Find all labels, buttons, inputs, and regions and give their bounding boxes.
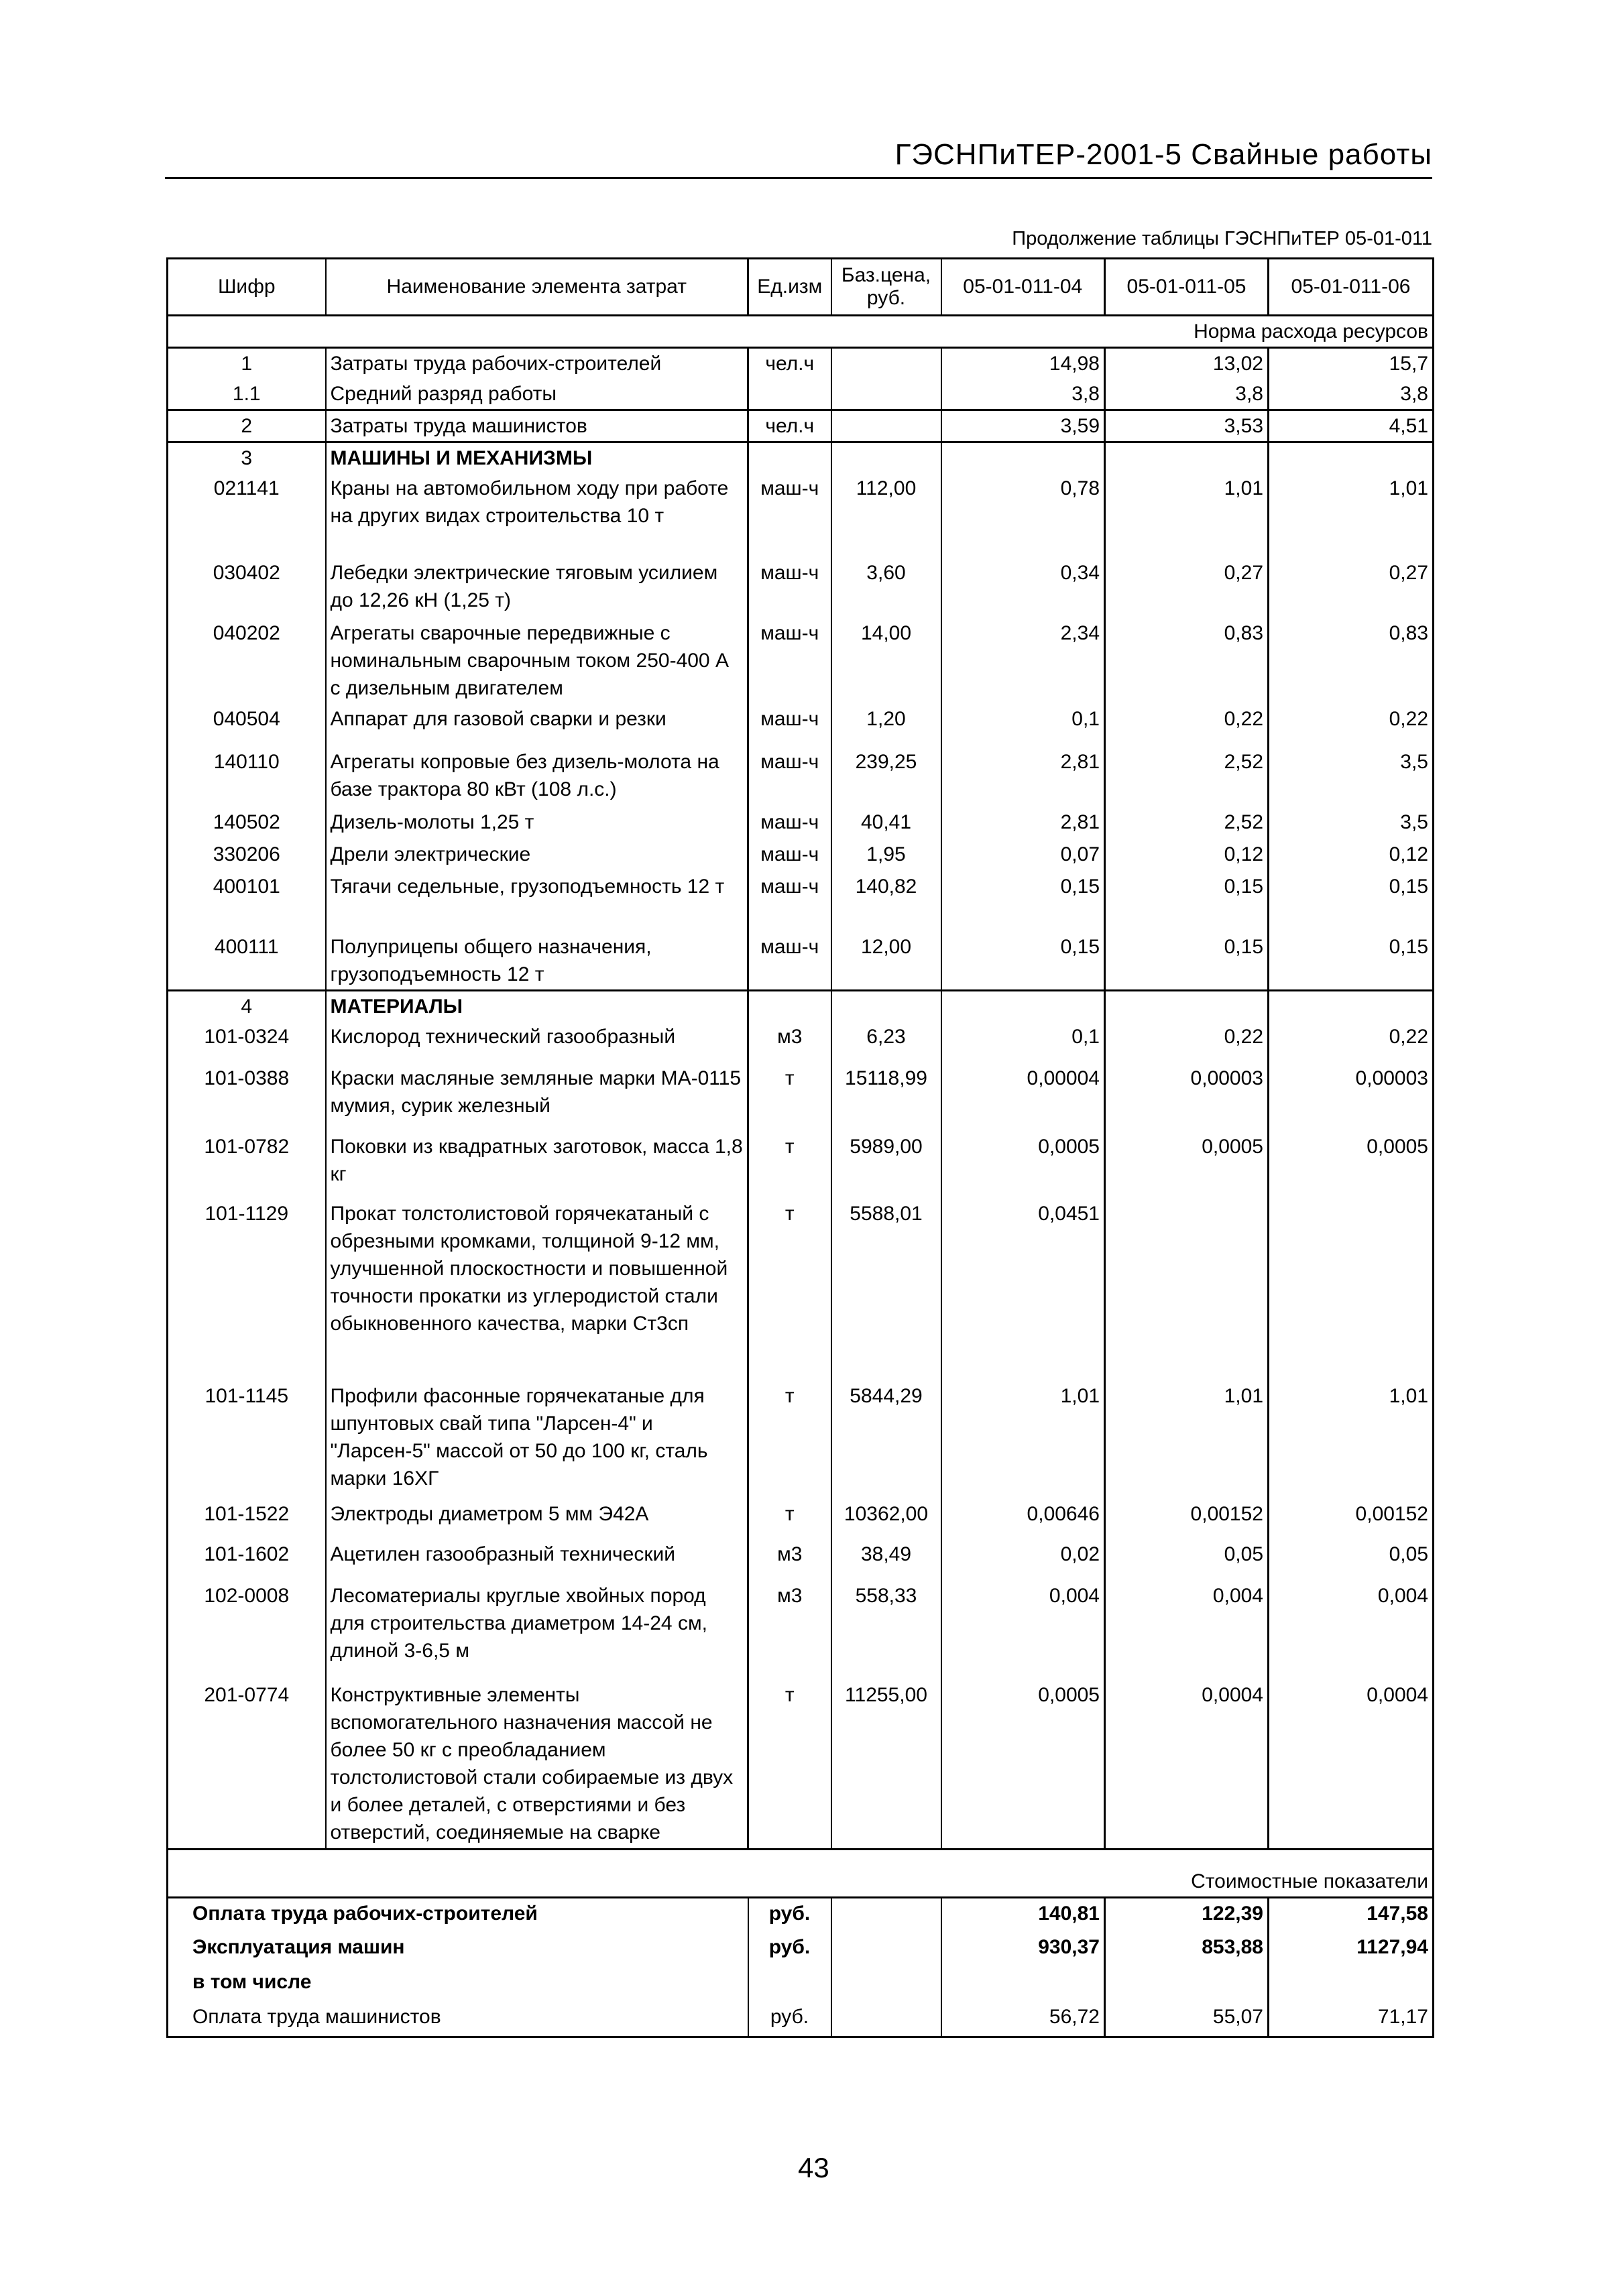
resource-code: 101-0324	[168, 1022, 326, 1063]
resource-name: Поковки из квадратных заготовок, масса 1,8 кг	[326, 1132, 748, 1199]
cost-value-04: 930,37	[941, 1932, 1105, 1967]
col-header-code: Шифр	[168, 259, 326, 316]
norm-value-04: 3,59	[941, 410, 1105, 442]
resource-name: Ацетилен газообразный технический	[326, 1539, 748, 1581]
table-header-row	[168, 259, 1434, 316]
norm-value-06: 1,01	[1269, 1381, 1434, 1499]
norm-value-05: 3,8	[1105, 379, 1269, 410]
norm-value-04: 0,78	[941, 473, 1105, 558]
norm-value-05: 13,02	[1105, 348, 1269, 379]
resource-unit: маш-ч	[748, 618, 831, 704]
resource-price: 11255,00	[831, 1680, 941, 1849]
norm-value-06: 0,00003	[1269, 1063, 1434, 1132]
table-row	[168, 932, 1434, 991]
norm-value-04: 1,01	[941, 1381, 1105, 1499]
norm-value-06: 1,01	[1269, 473, 1434, 558]
empty-cell	[831, 442, 941, 474]
norm-value-06: 0,22	[1269, 1022, 1434, 1063]
cost-name: в том числе	[168, 1967, 748, 2002]
table-row	[168, 704, 1434, 747]
resource-unit	[748, 379, 831, 410]
table-row	[168, 1022, 1434, 1063]
cost-label: Стоимостные показатели	[168, 1849, 1434, 1897]
resource-code: 2	[168, 410, 326, 442]
norm-value-06	[1269, 1199, 1434, 1381]
empty-cell	[831, 1932, 941, 1967]
cost-unit: руб.	[748, 2002, 831, 2037]
table-row	[168, 558, 1434, 618]
cost-row	[168, 1897, 1434, 1932]
resource-unit: маш-ч	[748, 747, 831, 807]
resource-code: 400111	[168, 932, 326, 991]
norm-value-05: 1,01	[1105, 473, 1269, 558]
resource-code: 400101	[168, 871, 326, 932]
cost-value-06: 147,58	[1269, 1897, 1434, 1932]
resource-code: 330206	[168, 839, 326, 871]
cost-unit: руб.	[748, 1932, 831, 1967]
resource-unit: м3	[748, 1539, 831, 1581]
resource-code: 1	[168, 348, 326, 379]
empty-cell	[941, 991, 1105, 1022]
resource-name: Полуприцепы общего назначения, грузоподъемность 12 т	[326, 932, 748, 991]
norm-value-05: 1,01	[1105, 1381, 1269, 1499]
resource-price: 1,95	[831, 839, 941, 871]
resource-name: Агрегаты сварочные передвижные с номинальным сварочным током 250-400 А с дизельным двигателем	[326, 618, 748, 704]
resource-unit: маш-ч	[748, 932, 831, 991]
resource-name: Кислород технический газообразный	[326, 1022, 748, 1063]
resource-unit: т	[748, 1680, 831, 1849]
norm-label-row	[168, 316, 1434, 348]
resource-code: 101-0388	[168, 1063, 326, 1132]
col-header-name: Наименование элемента затрат	[326, 259, 748, 316]
resource-code: 040504	[168, 704, 326, 747]
cost-name: Оплата труда машинистов	[168, 2002, 748, 2037]
col-header-unit: Ед.изм	[748, 259, 831, 316]
norm-value-05: 3,53	[1105, 410, 1269, 442]
cost-value-06: 1127,94	[1269, 1932, 1434, 1967]
norm-value-04: 2,81	[941, 807, 1105, 839]
norm-value-04: 0,15	[941, 871, 1105, 932]
table-row	[168, 871, 1434, 932]
resource-code: 021141	[168, 473, 326, 558]
table-row	[168, 1199, 1434, 1381]
norm-value-04: 0,0451	[941, 1199, 1105, 1381]
resource-unit: чел.ч	[748, 348, 831, 379]
norm-value-04: 2,34	[941, 618, 1105, 704]
cost-value-05	[1105, 1967, 1269, 2002]
cost-name: Эксплуатация машин	[168, 1932, 748, 1967]
resource-name: Лесоматериалы круглые хвойных пород для строительства диаметром 14-24 см, длиной 3-6,5 м	[326, 1581, 748, 1680]
empty-cell	[1269, 442, 1434, 474]
empty-cell	[831, 1897, 941, 1932]
norm-value-04: 2,81	[941, 747, 1105, 807]
norm-value-05: 0,0004	[1105, 1680, 1269, 1849]
col-header-norm-04: 05-01-011-04	[941, 259, 1105, 316]
resource-price: 10362,00	[831, 1499, 941, 1539]
norm-value-05: 2,52	[1105, 747, 1269, 807]
resource-price: 140,82	[831, 871, 941, 932]
norm-value-04: 0,1	[941, 704, 1105, 747]
resource-unit: маш-ч	[748, 839, 831, 871]
resource-name: Краски масляные земляные марки МА-0115 мумия, сурик железный	[326, 1063, 748, 1132]
table-row	[168, 1132, 1434, 1199]
table-row	[168, 1581, 1434, 1680]
norm-value-05: 0,15	[1105, 932, 1269, 991]
resource-unit: т	[748, 1381, 831, 1499]
cost-value-05: 853,88	[1105, 1932, 1269, 1967]
resource-code: 101-1522	[168, 1499, 326, 1539]
norm-value-06: 0,83	[1269, 618, 1434, 704]
norm-value-06: 0,15	[1269, 932, 1434, 991]
norm-value-05: 0,0005	[1105, 1132, 1269, 1199]
empty-cell	[748, 991, 831, 1022]
resource-name: Электроды диаметром 5 мм Э42А	[326, 1499, 748, 1539]
resource-code: 201-0774	[168, 1680, 326, 1849]
cost-value-04: 140,81	[941, 1897, 1105, 1932]
document-header-title: ГЭСНПиТЕР-2001-5 Свайные работы	[894, 138, 1432, 171]
resource-unit: маш-ч	[748, 704, 831, 747]
empty-cell	[831, 1967, 941, 2002]
norm-value-04: 0,1	[941, 1022, 1105, 1063]
table-continuation-caption: Продолжение таблицы ГЭСНПиТЕР 05-01-011	[1012, 228, 1432, 249]
section-code: 4	[168, 991, 326, 1022]
col-header-norm-06: 05-01-011-06	[1269, 259, 1434, 316]
table-row	[168, 348, 1434, 379]
resource-code: 101-1145	[168, 1381, 326, 1499]
norm-value-04: 0,0005	[941, 1132, 1105, 1199]
table-row	[168, 839, 1434, 871]
empty-cell	[831, 991, 941, 1022]
cost-value-04: 56,72	[941, 2002, 1105, 2037]
norm-value-06: 3,5	[1269, 807, 1434, 839]
empty-cell	[831, 2002, 941, 2037]
norm-value-05: 0,22	[1105, 1022, 1269, 1063]
cost-row	[168, 1967, 1434, 2002]
resource-unit: маш-ч	[748, 473, 831, 558]
table-row	[168, 1680, 1434, 1849]
resource-price: 15118,99	[831, 1063, 941, 1132]
empty-cell	[1105, 442, 1269, 474]
norm-value-06: 3,5	[1269, 747, 1434, 807]
norm-value-05: 2,52	[1105, 807, 1269, 839]
norm-value-06: 0,0004	[1269, 1680, 1434, 1849]
materials-section-row	[168, 991, 1434, 1022]
norm-value-06: 0,15	[1269, 871, 1434, 932]
resource-price: 558,33	[831, 1581, 941, 1680]
norm-value-05: 0,00152	[1105, 1499, 1269, 1539]
table-row	[168, 1499, 1434, 1539]
norm-value-04: 0,02	[941, 1539, 1105, 1581]
resource-code: 140110	[168, 747, 326, 807]
resource-unit: м3	[748, 1022, 831, 1063]
norm-value-04: 14,98	[941, 348, 1105, 379]
cost-value-04	[941, 1967, 1105, 2002]
resource-unit: м3	[748, 1581, 831, 1680]
resource-name: Тягачи седельные, грузоподъемность 12 т	[326, 871, 748, 932]
resource-price: 112,00	[831, 473, 941, 558]
norm-value-04: 0,00004	[941, 1063, 1105, 1132]
cost-value-06	[1269, 1967, 1434, 2002]
norm-value-04: 0,004	[941, 1581, 1105, 1680]
norm-value-06: 0,12	[1269, 839, 1434, 871]
norm-value-04: 0,07	[941, 839, 1105, 871]
norm-value-05	[1105, 1199, 1269, 1381]
resource-unit: маш-ч	[748, 807, 831, 839]
cost-unit: руб.	[748, 1897, 831, 1932]
resource-price	[831, 410, 941, 442]
norm-value-06: 0,05	[1269, 1539, 1434, 1581]
header-divider	[165, 177, 1432, 179]
resource-price: 14,00	[831, 618, 941, 704]
cost-label-row	[168, 1849, 1434, 1897]
resource-code: 101-1129	[168, 1199, 326, 1381]
cost-unit	[748, 1967, 831, 2002]
machines-section-row	[168, 442, 1434, 474]
norm-value-05: 0,22	[1105, 704, 1269, 747]
resource-code: 101-0782	[168, 1132, 326, 1199]
norm-value-06: 4,51	[1269, 410, 1434, 442]
norm-value-05: 0,83	[1105, 618, 1269, 704]
empty-cell	[1105, 991, 1269, 1022]
resource-code: 040202	[168, 618, 326, 704]
resource-norms-table	[166, 257, 1434, 2038]
resource-unit: маш-ч	[748, 871, 831, 932]
resource-name: Затраты труда рабочих-строителей	[326, 348, 748, 379]
norm-value-05: 0,12	[1105, 839, 1269, 871]
norm-value-04: 3,8	[941, 379, 1105, 410]
resource-price: 12,00	[831, 932, 941, 991]
table-row	[168, 807, 1434, 839]
resource-price: 239,25	[831, 747, 941, 807]
norm-label: Норма расхода ресурсов	[168, 316, 1434, 348]
norm-value-05: 0,004	[1105, 1581, 1269, 1680]
resource-name: Агрегаты копровые без дизель-молота на базе трактора 80 кВт (108 л.с.)	[326, 747, 748, 807]
cost-row	[168, 1932, 1434, 1967]
resource-code: 101-1602	[168, 1539, 326, 1581]
resource-name: Прокат толстолистовой горячекатаный с обрезными кромками, толщиной 9-12 мм, улучшенной плоскостности и повышенной точности прокатки из углеродистой стали обыкновенного качества, марки Ст3сп	[326, 1199, 748, 1381]
resource-name: Конструктивные элементы вспомогательного назначения массой не более 50 кг с преобладанием толстолистовой стали собираемые из двух и более деталей, с отверстиями и без отверстий, соединяемые на сварке	[326, 1680, 748, 1849]
section-title: МАТЕРИАЛЫ	[326, 991, 748, 1022]
resource-price: 3,60	[831, 558, 941, 618]
resource-price	[831, 379, 941, 410]
norm-value-06: 0,004	[1269, 1581, 1434, 1680]
norm-value-04: 0,34	[941, 558, 1105, 618]
cost-value-06: 71,17	[1269, 2002, 1434, 2037]
col-header-price: Баз.цена, руб.	[831, 259, 941, 316]
resource-unit: т	[748, 1499, 831, 1539]
empty-cell	[1269, 991, 1434, 1022]
empty-cell	[941, 442, 1105, 474]
resource-price	[831, 348, 941, 379]
resource-unit: т	[748, 1132, 831, 1199]
table-row	[168, 747, 1434, 807]
resource-price: 5844,29	[831, 1381, 941, 1499]
resource-unit: маш-ч	[748, 558, 831, 618]
resource-name: Средний разряд работы	[326, 379, 748, 410]
resource-name: Дрели электрические	[326, 839, 748, 871]
resource-price: 38,49	[831, 1539, 941, 1581]
norm-value-04: 0,00646	[941, 1499, 1105, 1539]
norm-value-04: 0,0005	[941, 1680, 1105, 1849]
resource-code: 102-0008	[168, 1581, 326, 1680]
section-code: 3	[168, 442, 326, 474]
norm-value-06: 15,7	[1269, 348, 1434, 379]
resource-price: 5989,00	[831, 1132, 941, 1199]
norm-value-06: 0,0005	[1269, 1132, 1434, 1199]
norm-value-06: 0,22	[1269, 704, 1434, 747]
cost-value-05: 122,39	[1105, 1897, 1269, 1932]
col-header-norm-05: 05-01-011-05	[1105, 259, 1269, 316]
norm-value-06: 0,27	[1269, 558, 1434, 618]
resource-code: 140502	[168, 807, 326, 839]
table-row	[168, 1381, 1434, 1499]
table-row	[168, 473, 1434, 558]
resource-price: 6,23	[831, 1022, 941, 1063]
norm-value-06: 0,00152	[1269, 1499, 1434, 1539]
resource-name: Лебедки электрические тяговым усилием до 12,26 кН (1,25 т)	[326, 558, 748, 618]
resource-price: 40,41	[831, 807, 941, 839]
resource-price: 5588,01	[831, 1199, 941, 1381]
section-title: МАШИНЫ И МЕХАНИЗМЫ	[326, 442, 748, 474]
cost-value-05: 55,07	[1105, 2002, 1269, 2037]
resource-name: Затраты труда машинистов	[326, 410, 748, 442]
table-row	[168, 1539, 1434, 1581]
resource-unit: чел.ч	[748, 410, 831, 442]
resource-name: Краны на автомобильном ходу при работе на других видах строительства 10 т	[326, 473, 748, 558]
resource-name: Профили фасонные горячекатаные для шпунтовых свай типа "Ларсен-4" и "Ларсен-5" массой от 50 до 100 кг, сталь марки 16ХГ	[326, 1381, 748, 1499]
resource-price: 1,20	[831, 704, 941, 747]
norm-value-06: 3,8	[1269, 379, 1434, 410]
table-row	[168, 410, 1434, 442]
resource-name: Дизель-молоты 1,25 т	[326, 807, 748, 839]
norm-value-05: 0,27	[1105, 558, 1269, 618]
norm-value-05: 0,05	[1105, 1539, 1269, 1581]
table-row	[168, 379, 1434, 410]
cost-name: Оплата труда рабочих-строителей	[168, 1897, 748, 1932]
table-row	[168, 618, 1434, 704]
resource-unit: т	[748, 1063, 831, 1132]
norm-value-05: 0,15	[1105, 871, 1269, 932]
resource-code: 1.1	[168, 379, 326, 410]
norm-value-04: 0,15	[941, 932, 1105, 991]
page-number: 43	[798, 2152, 829, 2183]
table-row	[168, 1063, 1434, 1132]
resource-name: Аппарат для газовой сварки и резки	[326, 704, 748, 747]
resource-unit: т	[748, 1199, 831, 1381]
empty-cell	[748, 442, 831, 474]
cost-row	[168, 2002, 1434, 2037]
resource-code: 030402	[168, 558, 326, 618]
norm-value-05: 0,00003	[1105, 1063, 1269, 1132]
